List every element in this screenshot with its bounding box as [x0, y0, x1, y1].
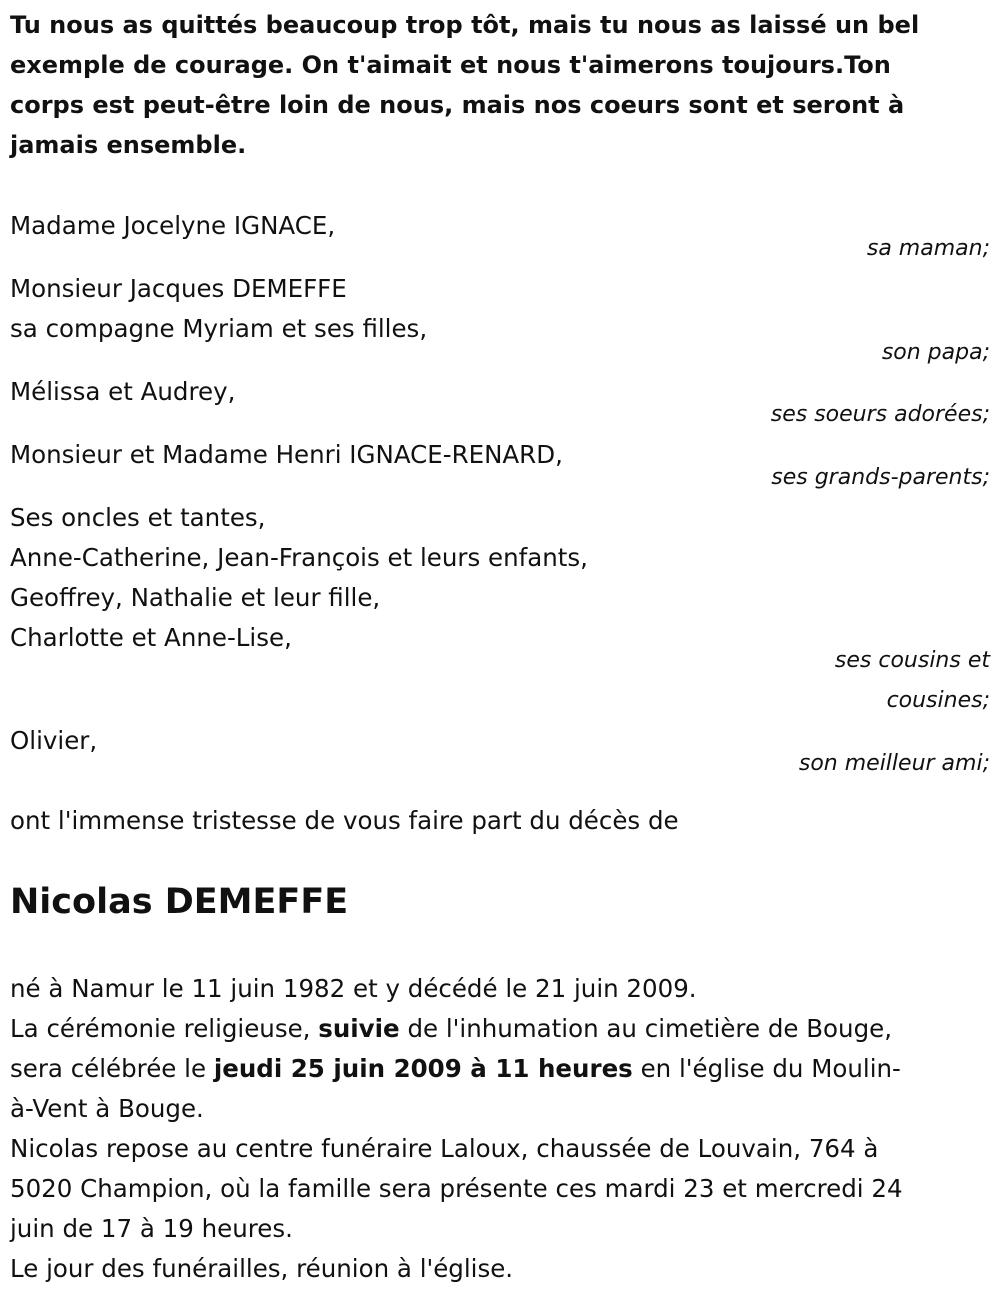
ceremony-line: sera célébrée le jeudi 25 juin 2009 à 11 heures en l'église du Moulin-	[10, 1054, 901, 1083]
cousins-role: cousines;	[886, 688, 990, 713]
cousins-line: Geoffrey, Nathalie et leur fille,	[10, 583, 381, 612]
deceased-name: Nicolas DEMEFFE	[10, 882, 349, 922]
ceremony-date: jeudi 25 juin 2009 à 11 heures	[213, 1054, 633, 1083]
emphasis-text: suivie	[318, 1014, 400, 1043]
cousins-line: Charlotte et Anne-Lise,	[10, 623, 292, 652]
repose-line: 5020 Champion, où la famille sera présente ces mardi 23 et mercredi 24	[10, 1174, 903, 1203]
repose-line: juin de 17 à 19 heures.	[10, 1214, 293, 1243]
father-role: son papa;	[881, 340, 990, 365]
intro-line: corps est peut-être loin de nous, mais nos coeurs sont et seront à	[10, 91, 905, 119]
friend-name: Olivier,	[10, 726, 98, 755]
meeting-line: Le jour des funérailles, réunion à l'église.	[10, 1254, 514, 1283]
mother-name: Madame Jocelyne IGNACE,	[10, 211, 336, 240]
ceremony-line: La cérémonie religieuse, suivie de l'inhumation au cimetière de Bouge,	[10, 1014, 892, 1043]
grandparents-role: ses grands-parents;	[771, 465, 990, 490]
cousins-line: Ses oncles et tantes,	[10, 503, 266, 532]
mother-role: sa maman;	[866, 236, 990, 261]
sisters-name: Mélissa et Audrey,	[10, 377, 236, 406]
friend-role: son meilleur ami;	[798, 751, 990, 776]
intro-line: jamais ensemble.	[10, 131, 247, 159]
funeral-details	[10, 969, 985, 1289]
intro-message	[10, 5, 985, 165]
cousins-line: Anne-Catherine, Jean-François et leurs enfants,	[10, 543, 588, 572]
intro-line: exemple de courage. On t'aimait et nous t'aimerons toujours.Ton	[10, 51, 891, 79]
cousins-role: ses cousins et	[834, 648, 990, 673]
father-companion: sa compagne Myriam et ses filles,	[10, 314, 428, 343]
sisters-role: ses soeurs adorées;	[770, 402, 990, 427]
ceremony-line: à-Vent à Bouge.	[10, 1094, 204, 1123]
father-name: Monsieur Jacques DEMEFFE	[10, 274, 347, 303]
repose-line: Nicolas repose au centre funéraire Laloux, chaussée de Louvain, 764 à	[10, 1134, 879, 1163]
intro-line: Tu nous as quittés beaucoup trop tôt, mais tu nous as laissé un bel	[10, 11, 920, 39]
announcement-text: ont l'immense tristesse de vous faire part du décès de	[10, 806, 679, 835]
birth-death-line: né à Namur le 11 juin 1982 et y décédé le 21 juin 2009.	[10, 974, 697, 1003]
grandparents-name: Monsieur et Madame Henri IGNACE-RENARD,	[10, 440, 563, 469]
